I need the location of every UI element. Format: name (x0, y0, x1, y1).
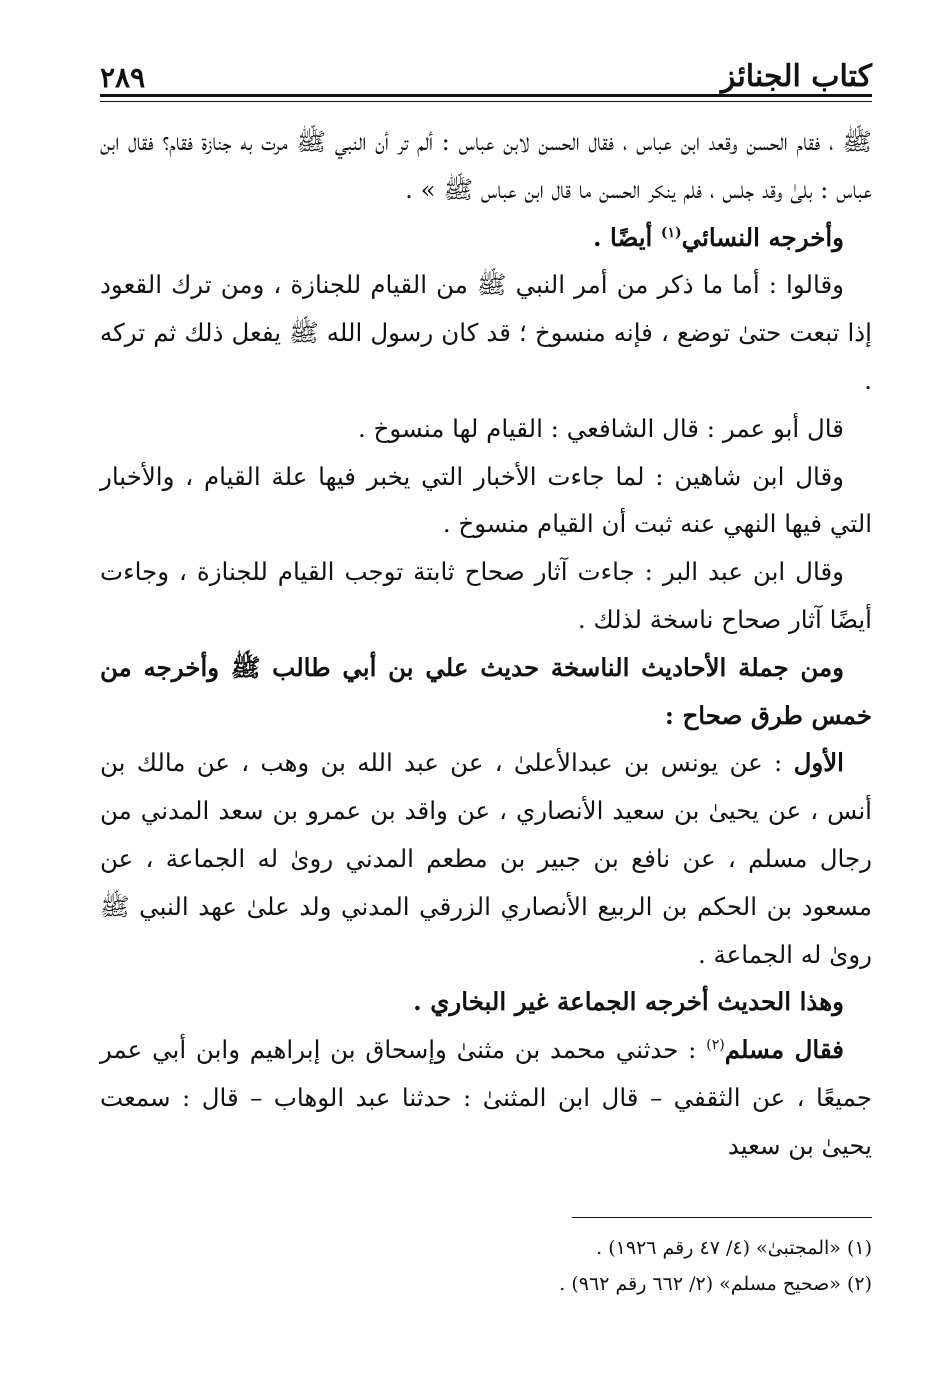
paragraph-7: ومن جملة الأحاديث الناسخة حديث علي بن أبي طالب ﷺ وأخرجه من خمس طرق صحاح : (100, 652, 872, 730)
paragraph-6: وقال ابن عبد البر : جاءت آثار صحاح ثابتة توجب القيام للجنازة ، وجاءت أيضًا آثار صحاح ناسخة لذلك . (100, 557, 872, 634)
paragraph-3: وقالوا : أما ما ذكر من أمر النبي ﷺ من القيام للجنازة ، ومن ترك القعود إذا تبعت حتىٰ توضع ، فإنه منسوخ ؛ قد كان رسول الله ﷺ يفعل ذلك ثم تركه . (100, 270, 872, 395)
paragraph-10-text: : حدثني محمد بن مثنىٰ وإسحاق بن إبراهيم وابن أبي عمر جميعًا ، عن الثقفي – قال ابن المثنىٰ : حدثنا عبد الوهاب – قال : سمعت يحيىٰ بن سعيد (100, 1035, 872, 1160)
chapter-title: كتاب الجنائز (720, 59, 872, 94)
paragraph-2 (100, 214, 872, 262)
paragraph-2-text: وأخرجه النسائي (681, 222, 844, 252)
paragraph-5: وقال ابن شاهين : لما جاءت الأخبار التي يخبر فيها علة القيام ، والأخبار التي فيها النهي عنه ثبت أن القيام منسوخ . (100, 461, 872, 539)
paragraph-9: وهذا الحديث أخرجه الجماعة غير البخاري . (413, 987, 844, 1017)
paragraph-10-lead: فقال مسلم (724, 1035, 844, 1065)
footnote-ref-1: (١) (660, 224, 682, 241)
paragraph-8-lead: الأول (793, 748, 844, 778)
paragraph-8-text: : عن يونس بن عبدالأعلىٰ ، عن عبد الله بن وهب ، عن مالك بن أنس ، عن يحيىٰ بن سعيد الأنصاري ، عن واقد بن عمرو بن سعد المدني من رجال مسلم ، عن نافع بن جبير بن مطعم المدني روىٰ له الجماعة ، عن مسعود بن الحكم بن الربيع الأنصاري الزرقي المدني ولد علىٰ عهد النبي ﷺ روىٰ له الجماعة . (100, 748, 872, 969)
footnotes (100, 1230, 872, 1302)
header-rule-thick (100, 94, 872, 97)
page-number: ٢٨٩ (100, 61, 146, 94)
footnote-2: (٢) «صحيح مسلم» (٢/ ٦٦٢ رقم ٩٦٢) . (559, 1273, 872, 1295)
paragraph-8 (100, 739, 872, 978)
main-text (100, 118, 872, 1170)
footnote-separator (572, 1217, 872, 1218)
paragraph-4: قال أبو عمر : قال الشافعي : القيام لها منسوخ . (357, 413, 844, 443)
paragraph-10 (100, 1026, 872, 1169)
running-header (100, 44, 872, 94)
paragraph-2-tail: أيضًا . (592, 222, 661, 252)
header-rule-thin (100, 101, 872, 102)
footnote-1: (١) «المجتبىٰ» (٤/ ٤٧ رقم ١٩٢٦) . (596, 1237, 872, 1259)
paragraph-1: ﷺ ، فقام الحسن وقعد ابن عباس ، فقال الحسن لابن عباس : ألم تر أن النبي ﷺ مرت به جنازة فقام؟ فقال ابن عباس : بلىٰ وقد جلس ، فلم ينكر الحسن ما قال ابن عباس ﷺ » . (100, 127, 872, 204)
footnote-ref-2: (٢) (706, 1036, 725, 1053)
